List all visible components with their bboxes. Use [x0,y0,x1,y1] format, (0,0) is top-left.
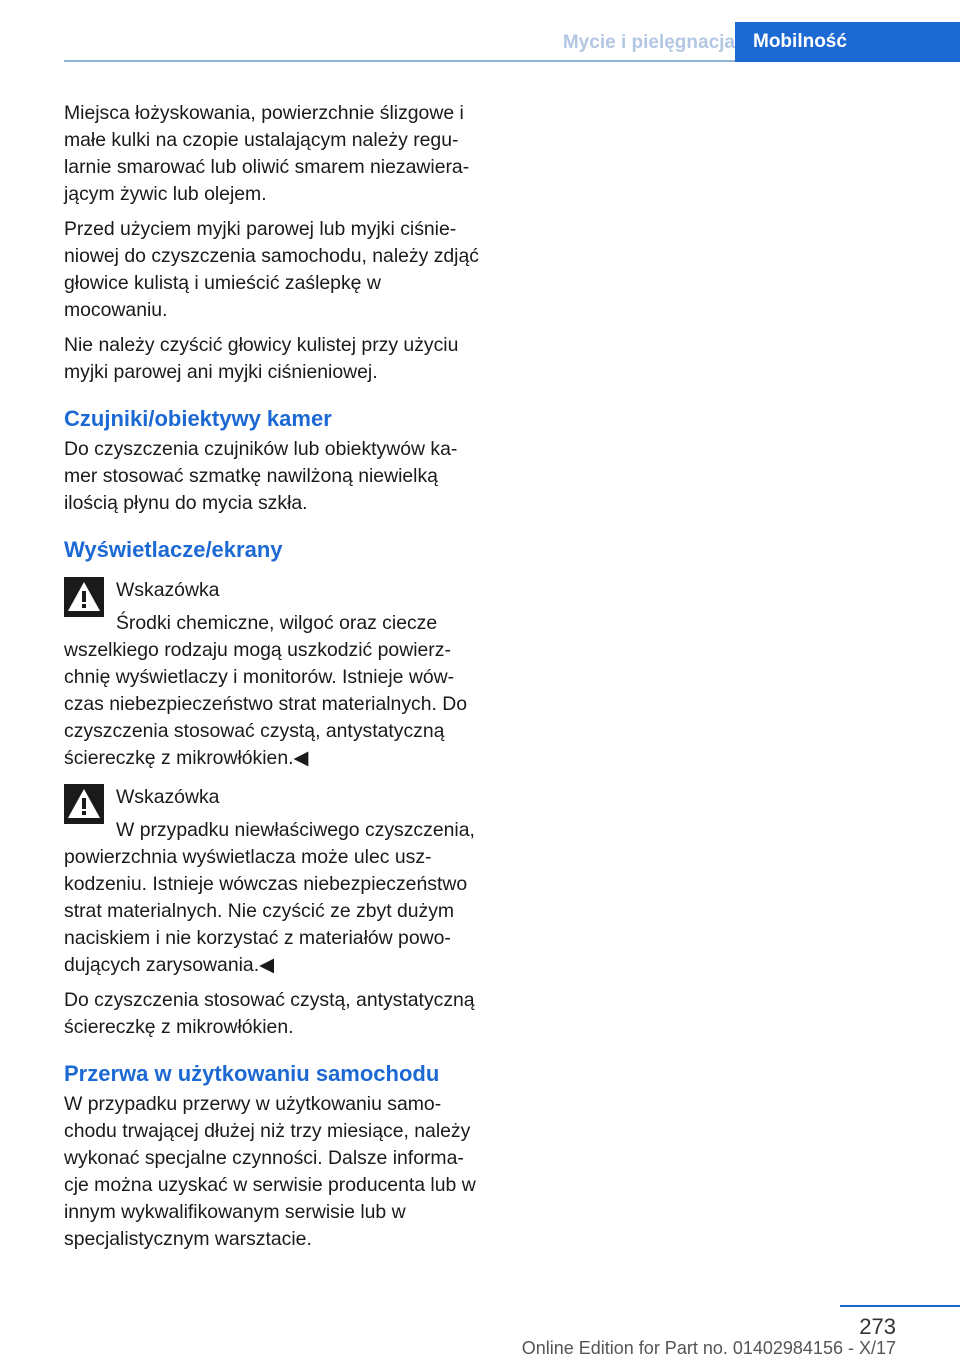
heading-sensors: Czujniki/obiektywy kamer [64,406,332,431]
warning-title: Wskazówka [116,579,220,601]
page-number: 273 [859,1314,896,1339]
warning-triangle-icon [64,577,104,617]
paragraph-cleaning-prep: Przed użyciem myjki parowej lub myjki ciśnieniowej do czyszczenia samochodu, należy zdjąć głowice kulistą i umieścić zaślepkę w mocowaniu. [64,218,479,321]
paragraph-no-pressure-wash: Nie należy czyścić głowicy kulistej przy użyciu myjki parowej ani myjki ciśnieniowej. [64,334,459,383]
page-content [64,100,480,1261]
warning-triangle-icon [64,784,104,824]
header-section-label: Mycie i pielęgnacja [562,32,735,53]
footer-edition-text: Online Edition for Part no. 01402984156 - X/17 [521,1338,896,1358]
paragraph-vehicle-break: W przypadku przerwy w użytkowaniu samochodu trwającej dłużej niż trzy miesiące, należy wykonać specjalne czynności. Dalsze informacje można uzyskać w serwisie producenta lub w innym wykwalifikowanym serwisie lub w specjalistycznym warsztacie. [64,1093,476,1250]
paragraph-bearings: Miejsca łożyskowania, powierzchnie ślizgowe i małe kulki na czopie ustalającym należy regularnie smarować lub oliwić smarem niezawierającym żywic lub olejem. [64,102,470,205]
heading-displays: Wyświetlacze/ekrany [64,537,283,562]
paragraph-sensors: Do czyszczenia czujników lub obiektywów kamer stosować szmatkę nawilżoną niewielką ilością płynu do mycia szkła. [64,438,458,514]
warning-block [64,784,480,979]
warning-text: W przypadku niewłaściwego czyszczenia, powierzchnia wyświetlacza może ulec uszkodzeniu. Istnieje wówczas niebezpieczeństwo strat materialnych. Nie czyścić ze zbyt dużym naciskiem i nie korzystać z materiałów powodujących zarysowania.◀ [64,819,475,976]
footer-rule [840,1305,960,1307]
heading-vehicle-break: Przerwa w użytkowaniu samochodu [64,1061,440,1086]
warning-title: Wskazówka [116,786,220,808]
warning-block [64,577,480,772]
paragraph-display-cleaning: Do czyszczenia stosować czystą, antystatyczną ściereczkę z mikrowłókien. [64,989,475,1038]
warning-text: Środki chemiczne, wilgoć oraz ciecze wszelkiego rodzaju mogą uszkodzić powierzchnię wyświetlaczy i monitorów. Istnieje wówczas niebezpieczeństwo strat materialnych. Do czyszczenia stosować czystą, antystatyczną ściereczkę z mikrowłókien.◀ [64,612,468,769]
header-chapter-tab: Mobilność [735,22,960,62]
